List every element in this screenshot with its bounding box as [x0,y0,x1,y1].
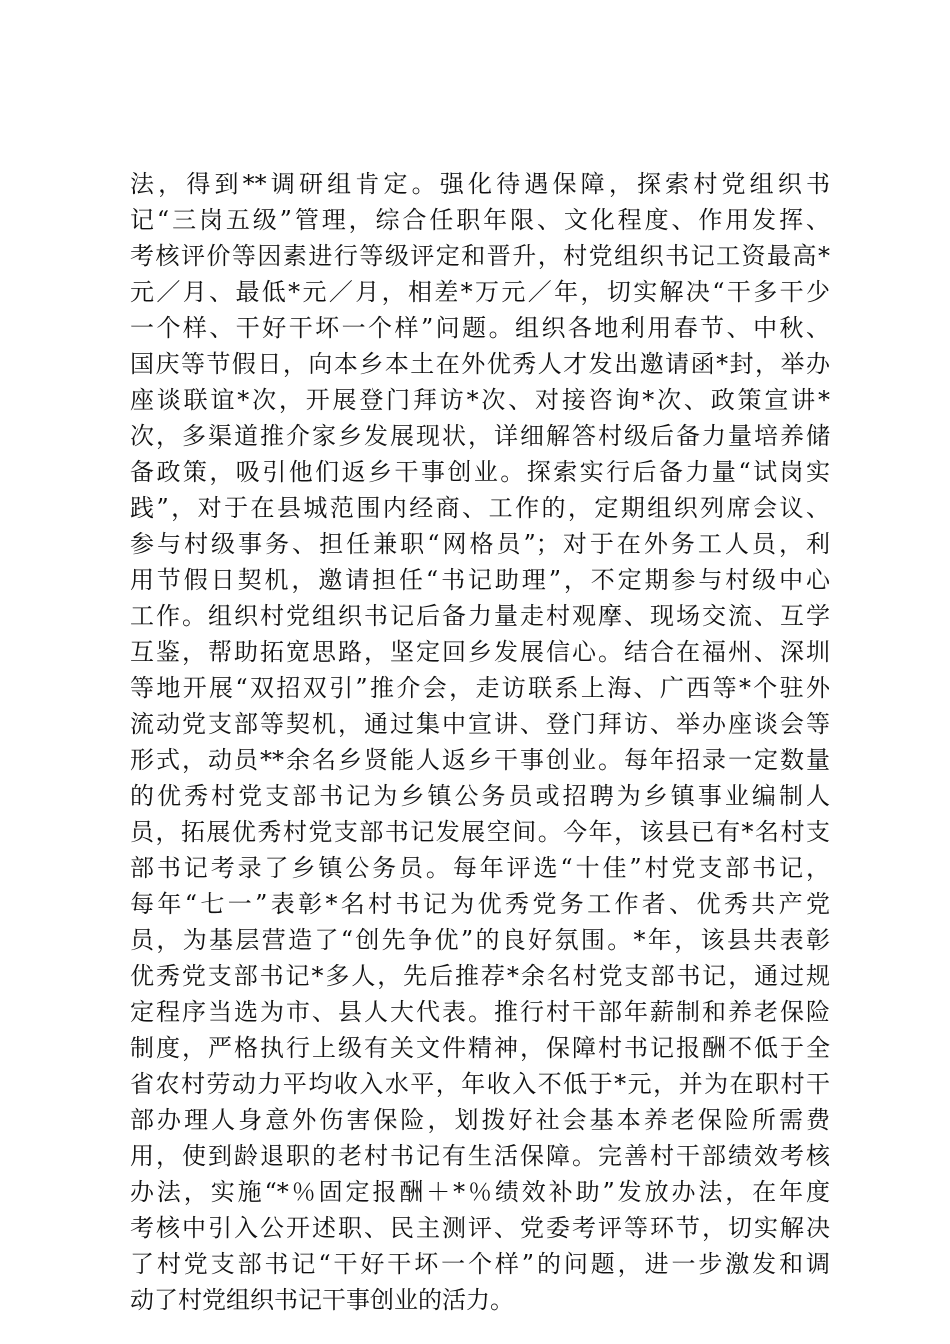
paragraph-line: 次，多渠道推介家乡发展现状，详细解答村级后备力量培养储 [130,422,830,450]
paragraph-line: 部办理人身意外伤害保险，划拨好社会基本养老保险所需费 [130,1106,830,1134]
paragraph-line: 制度，严格执行上级有关文件精神，保障村书记报酬不低于全 [130,1034,830,1062]
paragraph-line-last: 动了村党组织书记干事创业的活力。 [130,1286,514,1314]
paragraph-line: 办法，实施“*％固定报酬＋*％绩效补助”发放办法，在年度 [130,1178,830,1206]
paragraph-line: 工作。组织村党组织书记后备力量走村观摩、现场交流、互学 [130,602,830,630]
paragraph-line: 形式，动员**余名乡贤能人返乡干事创业。每年招录一定数量 [130,746,830,774]
paragraph-line: 一个样、干好干坏一个样”问题。组织各地利用春节、中秋、 [130,314,830,342]
paragraph-line: 省农村劳动力平均收入水平，年收入不低于*元，并为在职村干 [130,1070,830,1098]
paragraph-line: 优秀党支部书记*多人，先后推荐*余名村党支部书记，通过规 [130,962,830,990]
paragraph-line: 法，得到**调研组肯定。强化待遇保障，探索村党组织书 [130,170,830,198]
paragraph-line: 流动党支部等契机，通过集中宣讲、登门拜访、举办座谈会等 [130,710,830,738]
paragraph-line: 国庆等节假日，向本乡本土在外优秀人才发出邀请函*封，举办 [130,350,830,378]
paragraph-line: 用，使到龄退职的老村书记有生活保障。完善村干部绩效考核 [130,1142,830,1170]
paragraph-line: 每年“七一”表彰*名村书记为优秀党务工作者、优秀共产党 [130,890,830,918]
paragraph-line: 座谈联谊*次，开展登门拜访*次、对接咨询*次、政策宣讲* [130,386,830,414]
body-paragraph [130,166,830,1318]
paragraph-line: 的优秀村党支部书记为乡镇公务员或招聘为乡镇事业编制人 [130,782,830,810]
paragraph-line: 用节假日契机，邀请担任“书记助理”，不定期参与村级中心 [130,566,830,594]
paragraph-line: 部书记考录了乡镇公务员。每年评选“十佳”村党支部书记， [130,854,830,882]
paragraph-line: 记“三岗五级”管理，综合任职年限、文化程度、作用发挥、 [130,206,830,234]
paragraph-line: 参与村级事务、担任兼职“网格员”；对于在外务工人员，利 [130,530,830,558]
paragraph-line: 员，为基层营造了“创先争优”的良好氛围。*年，该县共表彰 [130,926,830,954]
paragraph-line: 等地开展“双招双引”推介会，走访联系上海、广西等*个驻外 [130,674,830,702]
paragraph-line: 考核中引入公开述职、民主测评、党委考评等环节，切实解决 [130,1214,830,1242]
paragraph-line: 考核评价等因素进行等级评定和晋升，村党组织书记工资最高* [130,242,830,270]
paragraph-line: 了村党支部书记“干好干坏一个样”的问题，进一步激发和调 [130,1250,830,1278]
paragraph-line: 定程序当选为市、县人大代表。推行村干部年薪制和养老保险 [130,998,830,1026]
paragraph-line: 践”，对于在县城范围内经商、工作的，定期组织列席会议、 [130,494,830,522]
paragraph-line: 员，拓展优秀村党支部书记发展空间。今年，该县已有*名村支 [130,818,830,846]
paragraph-line: 互鉴，帮助拓宽思路，坚定回乡发展信心。结合在福州、深圳 [130,638,830,666]
paragraph-line: 元／月、最低*元／月，相差*万元／年，切实解决“干多干少 [130,278,830,306]
paragraph-line: 备政策，吸引他们返乡干事创业。探索实行后备力量“试岗实 [130,458,830,486]
